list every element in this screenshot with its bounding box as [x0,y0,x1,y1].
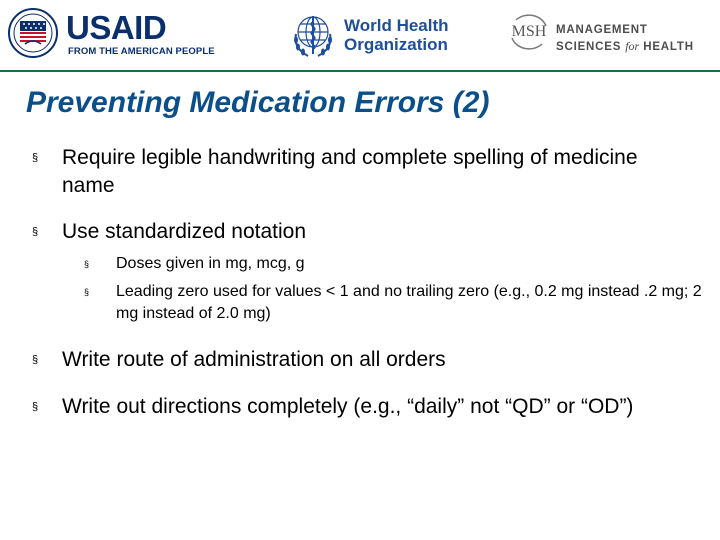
sub-bullet-text: Doses given in mg, mcg, g [116,255,305,272]
bullet-text: Require legible handwriting and complete spelling of medicine name [62,146,638,197]
logo-header [0,0,720,72]
who-wordmark: World Health Organization [344,16,449,54]
msh-ring-icon [508,12,550,52]
usaid-wordmark: USAID [66,9,167,46]
sub-bullet-item [84,253,708,275]
bullet-item [32,346,672,374]
bullet-marker: § [32,226,39,238]
bullet-item [32,393,672,421]
bullet-text: Write out directions completely (e.g., “daily” not “QD” or “OD”) [62,395,634,418]
bullet-text: Write route of administration on all orders [62,348,446,371]
bullet-marker: § [32,354,39,366]
sub-bullet-item [84,281,708,325]
who-emblem-icon [288,10,338,60]
bullet-marker: § [32,152,39,164]
usaid-seal-icon [8,8,58,58]
slide-title: Preventing Medication Errors (2) [26,86,490,119]
sub-bullet-marker: § [84,259,90,269]
bullet-item [32,144,672,200]
bullet-item [32,218,672,246]
msh-wordmark: MANAGEMENT SCIENCES for HEALTH [556,24,694,53]
bullet-text: Use standardized notation [62,220,306,243]
usaid-tagline: FROM THE AMERICAN PEOPLE [68,46,215,57]
bullet-marker: § [32,401,39,413]
sub-bullet-marker: § [84,287,90,297]
header-divider [0,70,720,72]
msh-mark: MSH [510,14,548,50]
sub-bullet-text: Leading zero used for values < 1 and no trailing zero (e.g., 0.2 mg instead .2 mg; 2 mg instead of 2.0 mg) [116,283,702,322]
